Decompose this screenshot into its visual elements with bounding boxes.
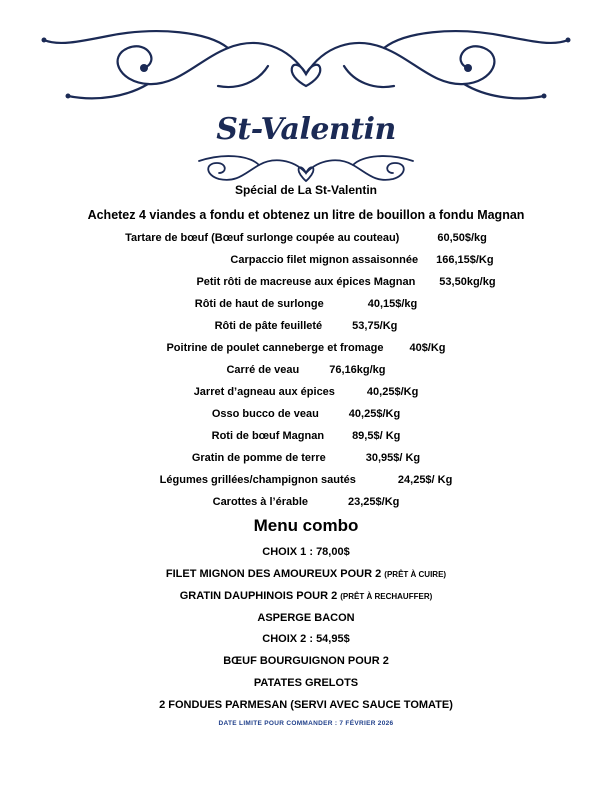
item-name: Légumes grillées/champignon sautés xyxy=(159,474,356,486)
item-price: 53,50kg/kg xyxy=(439,276,496,288)
list-item xyxy=(0,474,612,486)
list-item xyxy=(0,298,612,310)
combo-item-label: FILET MIGNON DES AMOUREUX POUR 2 xyxy=(165,568,382,580)
item-price: 40$/Kg xyxy=(409,342,446,354)
item-name: Gratin de pomme de terre xyxy=(191,452,326,464)
combo-choice-1: CHOIX 1 : 78,00$ xyxy=(262,546,350,558)
item-name: Carottes à l’érable xyxy=(212,496,308,508)
page-title: St-Valentin xyxy=(216,112,396,147)
list-item xyxy=(40,276,612,288)
item-name: Jarret d’agneau aux épices xyxy=(193,386,335,398)
combo-item: BŒUF BOURGUIGNON POUR 2 xyxy=(223,655,389,667)
combo-item xyxy=(0,568,612,580)
list-item xyxy=(0,386,612,398)
item-name: Roti de bœuf Magnan xyxy=(211,430,325,442)
item-price: 40,25$/Kg xyxy=(348,408,401,420)
item-price: 76,16kg/kg xyxy=(329,364,386,376)
list-item xyxy=(0,408,612,420)
combo-item-label: GRATIN DAUPHINOIS POUR 2 xyxy=(179,590,338,602)
item-price: 24,25$/ Kg xyxy=(397,474,453,486)
combo-item-note: (PRÊT À RECHAUFFER) xyxy=(340,592,433,601)
combo-item: PATATES GRELOTS xyxy=(253,677,359,689)
list-item xyxy=(0,232,612,244)
item-name: Carré de veau xyxy=(226,364,300,376)
list-item xyxy=(0,452,612,464)
list-item xyxy=(0,364,612,376)
item-name: Tartare de bœuf (Bœuf surlonge coupée au couteau) xyxy=(125,232,400,244)
item-name: Rôti de pâte feuilleté xyxy=(214,320,323,332)
item-price: 40,15$/kg xyxy=(367,298,418,310)
item-price: 60,50$/kg xyxy=(437,232,487,244)
divider-flourish-ornament xyxy=(193,153,419,187)
promo-headline: Achetez 4 viandes a fondu et obtenez un litre de bouillon a fondu Magnan xyxy=(87,208,525,222)
item-price: 89,5$/ Kg xyxy=(352,430,401,442)
item-name: Carpaccio filet mignon assaisonnée xyxy=(230,254,419,266)
top-flourish-ornament xyxy=(38,26,574,110)
combo-choice-2: CHOIX 2 : 54,95$ xyxy=(262,633,350,645)
item-price: 23,25$/Kg xyxy=(348,496,400,508)
item-price: 40,25$/Kg xyxy=(366,386,419,398)
list-item xyxy=(56,254,612,266)
item-price: 166,15$/Kg xyxy=(436,254,494,266)
item-name: Petit rôti de macreuse aux épices Magnan xyxy=(196,276,416,288)
item-price: 53,75/Kg xyxy=(352,320,398,332)
list-item xyxy=(0,320,612,332)
combo-item: 2 FONDUES PARMESAN (SERVI AVEC SAUCE TOMATE) xyxy=(159,699,453,711)
item-price: 30,95$/ Kg xyxy=(365,452,421,464)
combo-item: ASPERGE BACON xyxy=(257,612,355,624)
combo-item xyxy=(0,590,612,602)
item-name: Rôti de haut de surlonge xyxy=(194,298,324,310)
item-name: Osso bucco de veau xyxy=(211,408,319,420)
order-deadline: DATE LIMITE POUR COMMANDER : 7 FÉVRIER 2026 xyxy=(218,720,394,727)
combo-heading: Menu combo xyxy=(253,516,359,535)
list-item xyxy=(0,496,612,508)
subtitle: Spécial de La St-Valentin xyxy=(234,183,378,197)
list-item xyxy=(0,342,612,354)
item-name: Poitrine de poulet canneberge et fromage xyxy=(166,342,384,354)
list-item xyxy=(0,430,612,442)
combo-item-note: (PRÊT À CUIRE) xyxy=(384,570,447,579)
